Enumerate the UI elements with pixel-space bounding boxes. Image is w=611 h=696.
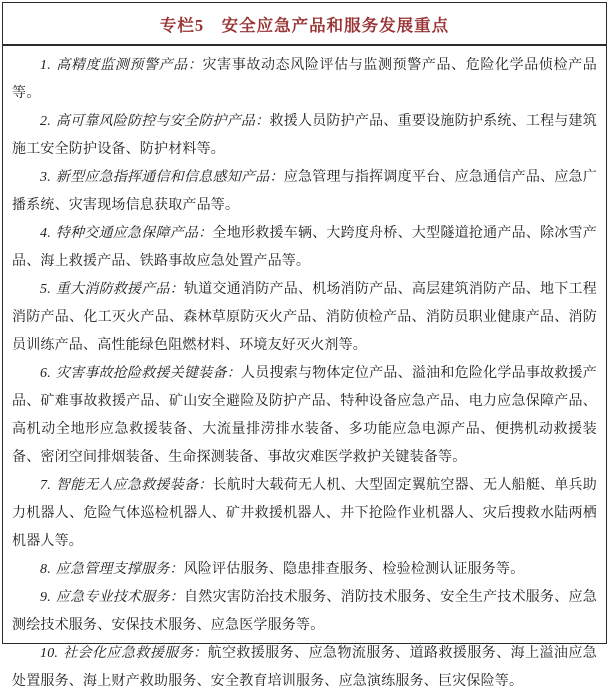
- list-item: [12, 52, 597, 108]
- panel-body: [3, 46, 606, 696]
- item-number: 8.: [40, 562, 51, 577]
- item-label: 新型应急指挥通信和信息感知产品：: [55, 170, 284, 185]
- item-content: 人员搜索与物体定位产品、溢油和危险化学品事故救援产品、矿难事故救援产品、矿山安全避险及防护产品、特种设备应急产品、电力应急保障产品、高机动全地形应急救援装备、大流量排涝排水装备、多功能应急电源产品、便携机动救援装备、密闭空间排烟装备、生命探测装备、事故灾难医学救护关键装备等。: [12, 366, 597, 465]
- item-content: 风险评估服务、隐患排查服务、检验检测认证服务等。: [183, 562, 525, 577]
- item-label: 高可靠风险防控与安全防护产品：: [55, 114, 270, 129]
- list-item: [12, 556, 597, 584]
- list-item: [12, 220, 597, 276]
- feature-box: [2, 2, 607, 689]
- item-content: 自然灾害防治技术服务、消防技术服务、安全生产技术服务、应急测绘技术服务、安保技术服务、应急医学服务等。: [12, 590, 597, 633]
- item-number: 2.: [40, 114, 51, 129]
- item-number: 3.: [40, 170, 51, 185]
- panel-title: 专栏5 安全应急产品和服务发展重点: [3, 3, 606, 46]
- list-item: [12, 640, 597, 696]
- list-item: [12, 164, 597, 220]
- item-content: 救援人员防护产品、重要设施防护系统、工程与建筑施工安全防护设备、防护材料等。: [12, 114, 597, 157]
- item-number: 1.: [40, 58, 51, 73]
- list-item: [12, 472, 597, 556]
- item-number: 6.: [40, 366, 51, 381]
- item-number: 9.: [40, 590, 51, 605]
- item-number: 10.: [40, 646, 59, 661]
- list-item: [12, 360, 597, 472]
- item-label: 灾害事故抢险救援关键装备：: [55, 366, 241, 381]
- item-label: 智能无人应急救援装备：: [55, 478, 213, 493]
- item-label: 应急专业技术服务：: [55, 590, 185, 605]
- item-content: 应急管理与指挥调度平台、应急通信产品、应急广播系统、灾害现场信息获取产品等。: [12, 170, 597, 213]
- item-label: 应急管理支撑服务：: [55, 562, 184, 577]
- item-content: 全地形救援车辆、大跨度舟桥、大型隧道抢通产品、除冰雪产品、海上救援产品、铁路事故应急处置产品等。: [12, 226, 597, 269]
- item-content: 航空救援服务、应急物流服务、道路救援服务、海上溢油应急处置服务、海上财产救助服务、安全教育培训服务、应急演练服务、巨灾保险等。: [12, 646, 597, 689]
- item-content: 长航时大载荷无人机、大型固定翼航空器、无人船艇、单兵助力机器人、危险气体巡检机器人、矿井救援机器人、井下抢险作业机器人、灾后搜救水陆两栖机器人等。: [12, 478, 597, 549]
- item-label: 特种交通应急保障产品：: [55, 226, 213, 241]
- list-item: [12, 584, 597, 640]
- item-label: 高精度监测预警产品：: [55, 58, 203, 73]
- item-number: 4.: [40, 226, 51, 241]
- item-label: 社会化应急救援服务：: [63, 646, 208, 661]
- item-content: 灾害事故动态风险评估与监测预警产品、危险化学品侦检产品等。: [12, 58, 597, 101]
- item-content: 轨道交通消防产品、机场消防产品、高层建筑消防产品、地下工程消防产品、化工灭火产品、森林草原防灭火产品、消防侦检产品、消防员职业健康产品、消防员训练产品、高性能绿色阻燃材料、环境友好灭火剂等。: [12, 282, 597, 353]
- list-item: [12, 276, 597, 360]
- item-label: 重大消防救援产品：: [55, 282, 185, 297]
- item-number: 5.: [40, 282, 51, 297]
- item-number: 7.: [40, 478, 51, 493]
- list-item: [12, 108, 597, 164]
